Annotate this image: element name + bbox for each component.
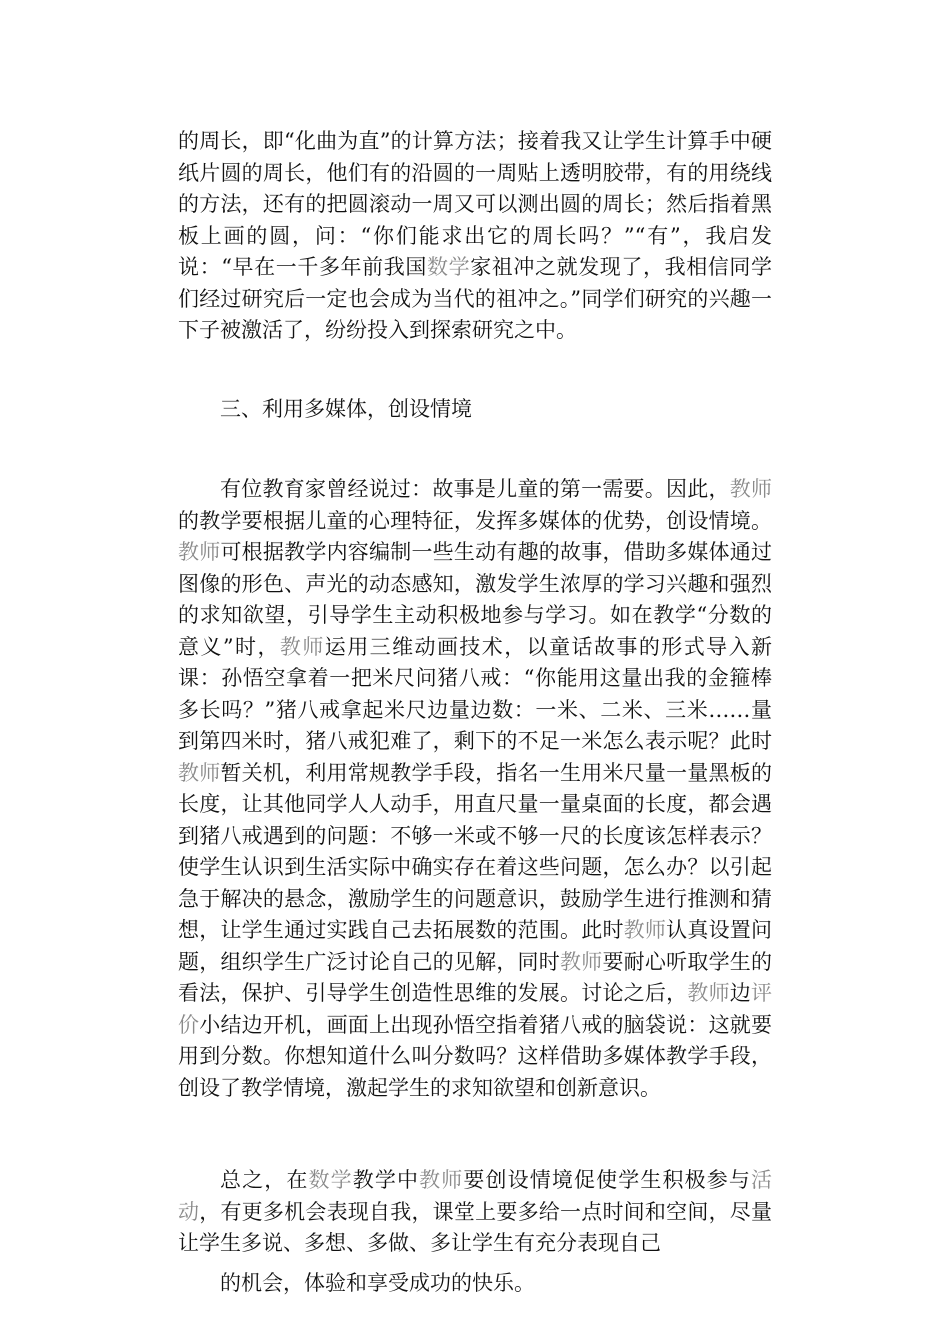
document-page [178, 126, 772, 1299]
paragraph-text: 认真设置问题，组织学生广泛讨论自己的见解，同时 [178, 918, 773, 974]
paragraph-text: 的周长，即“化曲为直”的计算方法；接着我又让学生计算手中硬纸片圆的周长，他们有的沿圆的一周贴上透明胶带，有的用绕线的方法，还有的把圆滚动一周又可以测出圆的周长；然后指着黑板上画的圆，问：“你们能求出它的周长吗？”“有”，我启发说：“早在一千多年前我国 [178, 129, 772, 279]
paragraph-3 [178, 1165, 772, 1299]
keyword-link-evaluation[interactable]: 评价 [178, 981, 773, 1037]
paragraph-text: 教学中 [352, 1168, 420, 1192]
keyword-link-teacher[interactable]: 教师 [623, 918, 667, 942]
paragraph-text: 要创设情境促使学生积极参与 [463, 1168, 751, 1192]
keyword-link-teacher[interactable]: 教师 [729, 477, 773, 501]
keyword-link-teacher[interactable]: 教师 [419, 1168, 464, 1192]
keyword-link-teacher[interactable]: 教师 [560, 949, 603, 974]
paragraph-2 [178, 474, 772, 1104]
keyword-link-teacher[interactable]: 教师 [178, 540, 221, 564]
section-heading: 三、利用多媒体，创设情境 [220, 396, 472, 421]
keyword-link-math[interactable]: 数学 [308, 1168, 353, 1192]
paragraph-text: 家祖冲之就发现了，我相信同学们经过研究后一定也会成为当代的祖冲之。”同学们研究的兴趣一下子被激活了，纷纷投入到探索研究之中。 [178, 255, 773, 342]
paragraph-text: 有位教育家曾经说过：故事是儿童的第一需要。因此， [220, 477, 730, 501]
paragraph-text: 可根据教学内容编制一些生动有趣的故事，借助多媒体通过图像的形色、声光的动态感知，激发学生浓厚的学习兴趣和强烈的求知欲望，引导学生主动积极地参与学习。如在教学“分数的意义”时， [178, 540, 773, 659]
keyword-link-activity[interactable]: 活动 [178, 1168, 772, 1224]
paragraph-text: 边 [729, 981, 752, 1005]
paragraph-text: 的教学要根据儿童的心理特征，发挥多媒体的优势，创设情境。 [178, 508, 772, 533]
keyword-link-teacher[interactable]: 教师 [687, 981, 730, 1005]
paragraph-text: 运用三维动画技术，以童话故事的形式导入新课：孙悟空拿着一把米尺问猪八戒：“你能用这量出我的金箍棒多长吗？”猪八戒拿起米尺边量边数：一米、二米、三米……量到第四米时，猪八戒犯难了，剩下的不足一米怎么表示呢？此时 [178, 634, 773, 753]
paragraph-text: 小结边开机，画面上出现孙悟空指着猪八戒的脑袋说：这就要用到分数。你想知道什么叫分数吗？这样借助多媒体教学手段，创设了教学情境，激起学生的求知欲望和创新意识。 [178, 1012, 773, 1100]
keyword-link-math[interactable]: 数学 [426, 255, 471, 279]
paragraph-text: ，有更多机会表现自我，课堂上要多给一点时间和空间，尽量让学生多说、多想、多做、多让学生有充分表现自己 [178, 1199, 773, 1255]
paragraph-text: 暂关机，利用常规教学手段，指名一生用米尺量一量黑板的长度，让其他同学人人动手，用直尺量一量桌面的长度，都会遇到猪八戒遇到的问题：不够一米或不够一尺的长度该怎样表示？使学生认识到生活实际中确实存在着这些问题，怎么办？以引起急于解决的悬念，激励学生的问题意识，鼓励学生进行推测和猜想，让学生通过实践自己去拓展数的范围。此时 [178, 760, 773, 942]
paragraph-1 [178, 126, 772, 347]
paragraph-text: 总之，在 [220, 1168, 309, 1192]
keyword-link-teacher[interactable]: 教师 [279, 634, 325, 659]
paragraph-text: 的机会，体验和享受成功的快乐。 [220, 1270, 535, 1295]
keyword-link-teacher[interactable]: 教师 [178, 760, 221, 785]
paragraph-text: 要耐心听取学生的看法，保护、引导学生创造性思维的发展。讨论之后， [178, 949, 773, 1005]
